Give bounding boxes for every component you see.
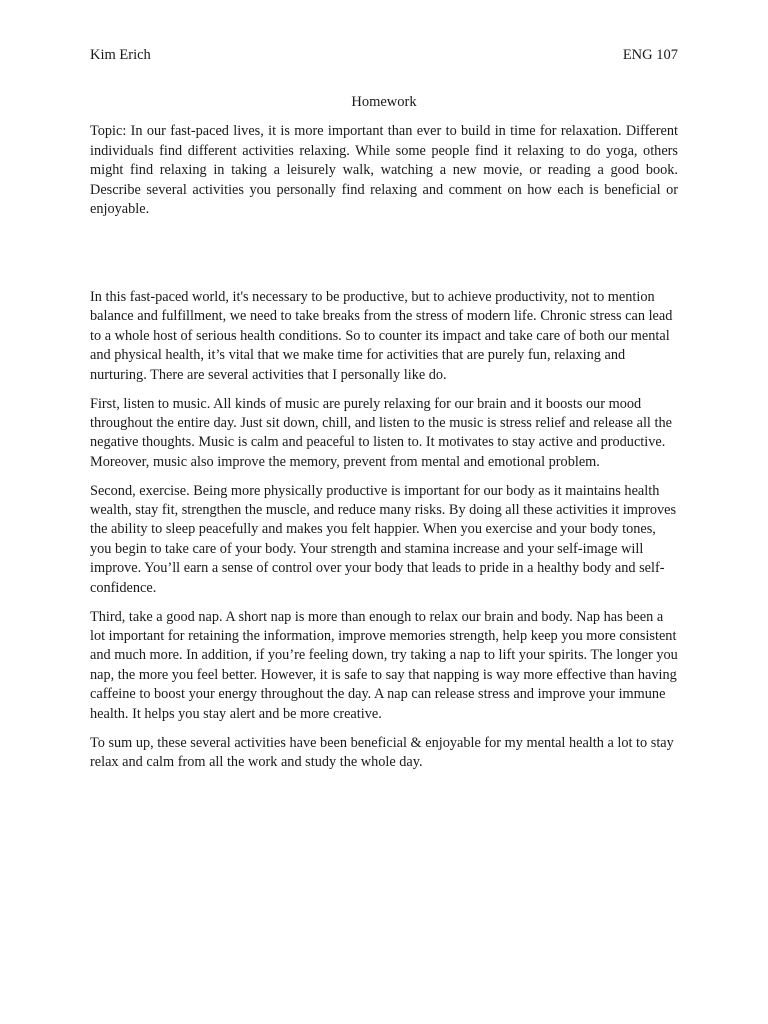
paragraph-exercise: Second, exercise. Being more physically productive is important for our body as it maintains health wealth, stay fit, strengthen the muscle, and reduce many risks. By doing all these activities it improves the ability to sleep peacefully and makes you felt happier. When you exercise and your body tones, you begin to take care of your body. Your strength and stamina increase and your self-image will improve. You’ll earn a sense of control over your body that leads to pride in a healthy body and self-confidence. xyxy=(90,482,677,596)
paragraph-conclusion: To sum up, these several activities have been beneficial & enjoyable for my mental health a lot to stay relax and calm from all the work and study the whole day. xyxy=(90,734,674,770)
topic-prompt: Topic: In our fast-paced lives, it is more important than ever to build in time for relaxation. Different individuals find different activities relaxing. While some people find it relaxing to do yoga, others might find relaxing in taking a leisurely walk, watching a new movie, or reading a good book. Describe several activities you personally find relaxing and comment on how each is beneficial or enjoyable. xyxy=(90,123,678,217)
course-code: ENG 107 xyxy=(622,47,678,63)
paragraph-intro: In this fast-paced world, it's necessary to be productive, but to achieve productivity, not to mention balance and fulfillment, we need to take breaks from the stress of modern life. Chronic stress can lead to a whole host of serious health conditions. So to counter its impact and take care of both our mental and physical health, it’s vital that we make time for activities that are purely fun, relaxing and nurturing. There are several activities that I personally like do. xyxy=(90,289,673,383)
author-name: Kim Erich xyxy=(90,47,151,63)
essay-body xyxy=(90,288,678,782)
page-title: Homework xyxy=(351,94,417,110)
paragraph-nap: Third, take a good nap. A short nap is more than enough to relax our brain and body. Nap has been a lot important for retaining the information, improve memories strength, help keep you more consistent and much more. In addition, if you’re feeling down, try taking a nap to lift your spirits. The longer you nap, the more you feel better. However, it is safe to say that napping is way more effective than having caffeine to boost your energy throughout the day. A nap can release stress and improve your immune health. It helps you stay alert and be more creative. xyxy=(90,608,678,722)
paragraph-music: First, listen to music. All kinds of music are purely relaxing for our brain and it boosts our mood throughout the entire day. Just sit down, chill, and listen to the music is stress relief and release all the negative thoughts. Music is calm and peaceful to listen to. It motivates to stay active and productive. Moreover, music also improve the memory, prevent from mental and emotional problem. xyxy=(90,395,672,470)
